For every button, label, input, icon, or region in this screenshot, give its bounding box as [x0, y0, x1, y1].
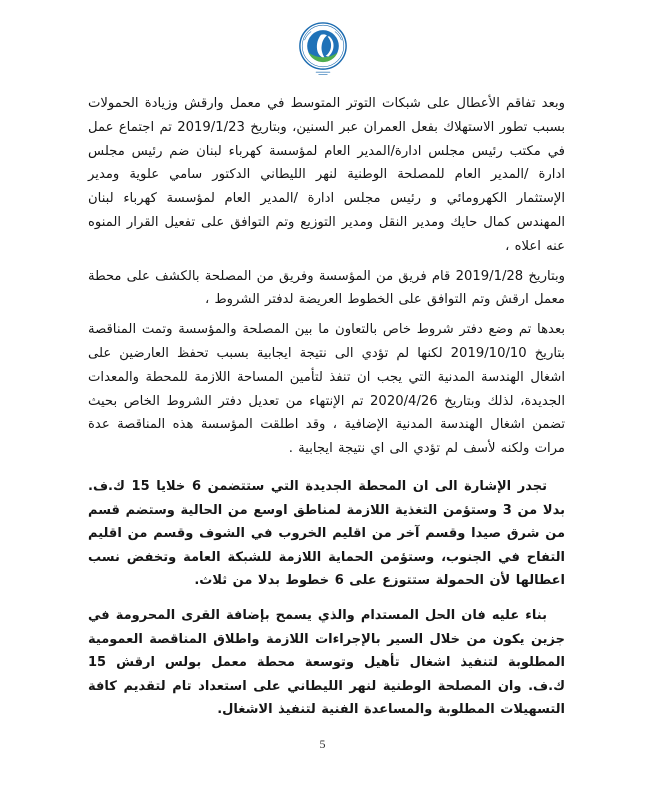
paragraph-1: وبعد تفاقم الأعطال على شبكات التوتر المتوسط في معمل وارقش وزيادة الحمولات بسبب تطور الاستهلاك بفعل العمران عبر السنين، وبتاريخ 2019/1/23 تم اجتماع عمل في مكتب رئيس مجلس ادارة/المدير العام لمؤسسة كهرباء لبنان ضم رئيس مجلس ادارة /المدير العام للمصلحة الوطنية لنهر الليطاني الدكتور سامي علوية ومدير الإستثمار الكهرومائي و رئيس مجلس ادارة /المدير العام لمؤسسة كهرباء لبنان المهندس كمال حايك ومدير النقل ومدير التوزيع وتم التوافق على تفعيل القرار المنوه عنه اعلاه ، — [88, 96, 566, 254]
paragraph-3: بعدها تم وضع دفتر شروط خاص بالتعاون ما بين المصلحة والمؤسسة وتمت المناقصة بتاريخ 2019/10/10 لكنها لم تؤدي الى نتيجة ايجابية بسبب تحفظ العارضين على اشغال الهندسة المدنية التي يجب ان تنفذ لتأمين المساحة اللازمة للمحطة والمعدات الجديدة، لذلك وبتاريخ 2020/4/26 تم الإنتهاء من تعديل دفتر الشروط الخاص بحيث تضمن اشغال الهندسة المدنية الإضافية ، وقد اطلقت المؤسسة هذه المناقصة عدة مرات ولكنه لأسف لم تؤدي الى اي نتيجة ايجابية . — [88, 322, 565, 457]
document-header — [0, 10, 645, 86]
paragraph-5-bold: بناء عليه فان الحل المستدام والذي يسمح بإضافة القرى المحرومة في جزين يكون من خلال السير بالإجراءات اللازمة واطلاق المناقصة العمومية المطلوبة لتنفيذ اشغال تأهيل وتوسعة محطة معمل بولس ارقش 15 ك.ف. وان المصلحة الوطنية لنهر الليطاني على استعداد تام لتقديم كافة التسهيلات المطلوبة والمساعدة الفنية لتنفيذ الاشغال. — [88, 607, 565, 718]
organization-logo-icon — [290, 15, 356, 81]
document-body — [88, 92, 565, 733]
paragraph-2: وبتاريخ 2019/1/28 قام فريق من المؤسسة وفريق من المصلحة بالكشف على محطة معمل ارقش وتم التوافق على الخطوط العريضة لدفتر الشروط ، — [88, 268, 565, 308]
paragraph-4-bold: تجدر الإشارة الى ان المحطة الجديدة التي ستتضمن 6 خلايا 15 ك.ف. بدلا من 3 وستؤمن التغذية اللازمة لمناطق اوسع من الحالية وستضم قسم من شرق صيدا وقسم آخر من اقليم الخروب في الشوف وقسم من اقليم التفاح في الجنوب، وستؤمن الحماية اللازمة للشبكة العامة وتخفض نسب اعطالها لأن الحمولة ستتوزع على 6 خطوط بدلا من ثلاث. — [88, 478, 566, 589]
document-footer — [0, 733, 645, 752]
page-number: 5 — [319, 737, 326, 751]
